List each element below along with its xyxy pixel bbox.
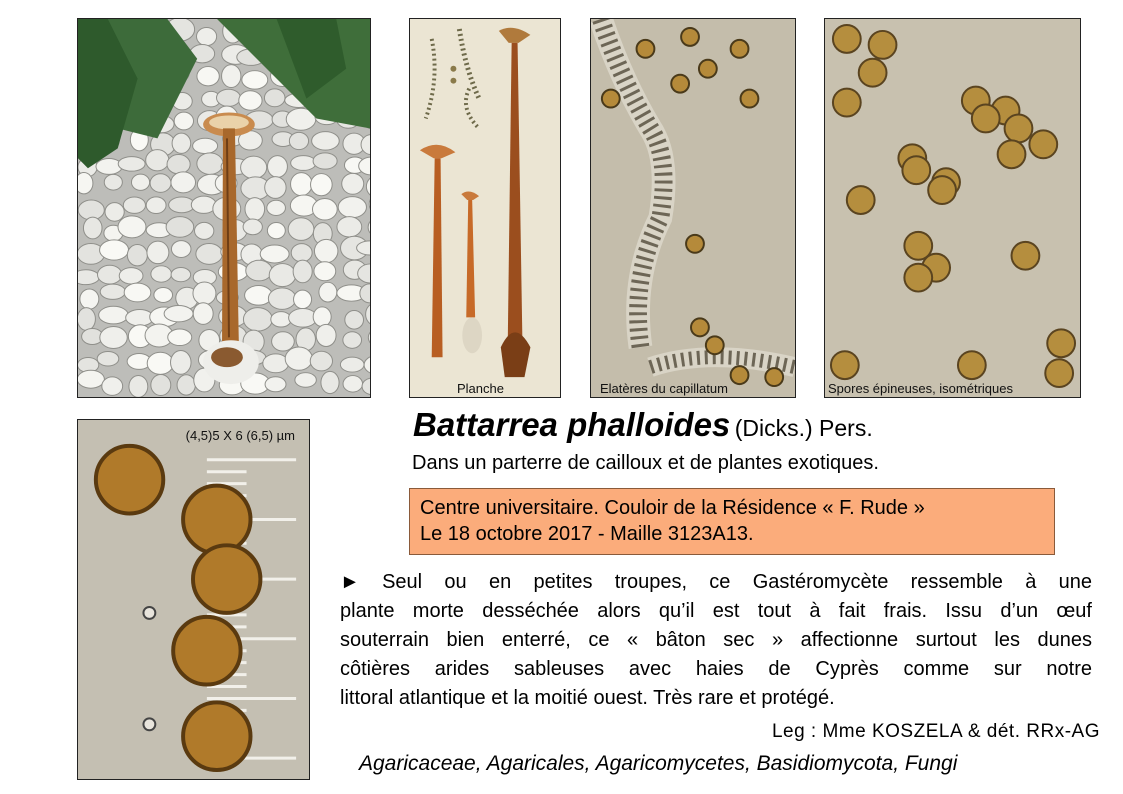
spore — [1045, 359, 1073, 387]
pebble — [154, 288, 173, 303]
pebble — [97, 265, 121, 284]
location-line-2: Le 18 octobre 2017 - Maille 3123A13. — [420, 523, 754, 545]
pebble — [263, 354, 289, 373]
taxonomy: Agaricaceae, Agaricales, Agaricomycetes, Basidiomycota, Fungi — [359, 752, 958, 775]
pebble — [288, 218, 314, 241]
pebble — [246, 260, 272, 281]
pebble — [196, 28, 216, 46]
location-line-1: Centre universitaire. Couloir de la Résidence « F. Rude » — [420, 497, 925, 519]
pebble — [167, 155, 190, 174]
spore — [847, 186, 875, 214]
pebble — [177, 375, 195, 395]
pebble — [150, 174, 171, 193]
pebble — [99, 306, 129, 324]
pebble — [123, 197, 145, 213]
spore — [833, 25, 861, 53]
pebble — [83, 217, 102, 239]
legend: Leg : Mme KOSZELA & dét. RRx-AG — [771, 721, 1100, 742]
pebble — [265, 177, 286, 199]
habitat-photo — [77, 18, 371, 398]
spore — [904, 264, 932, 292]
pebble — [291, 156, 316, 171]
pebble — [197, 153, 223, 175]
pebble — [321, 371, 339, 393]
spore — [681, 28, 699, 46]
pebble — [269, 264, 295, 287]
pebble — [313, 153, 337, 169]
pebble — [312, 132, 340, 151]
pebble — [164, 305, 193, 321]
pebble — [260, 245, 289, 263]
description-line: plante morte desséchée alors qu’il est tout à fait frais. Issu d’un œuf — [340, 600, 1092, 622]
pebble — [129, 375, 148, 397]
pebble — [293, 260, 312, 283]
pebble — [242, 71, 268, 89]
spore — [1012, 242, 1040, 270]
spore — [691, 318, 709, 336]
pebble — [146, 150, 169, 171]
elaters-photo — [590, 18, 796, 398]
description-line: souterrain bien enterré, ce « bâton sec » affectionne surtout les dunes — [340, 629, 1092, 651]
pebble — [291, 244, 312, 262]
spore — [637, 40, 655, 58]
spore — [96, 446, 163, 514]
pebble — [314, 239, 337, 262]
spore — [671, 75, 689, 93]
pebble — [268, 156, 288, 178]
pebble — [222, 65, 241, 88]
pebble — [343, 376, 362, 393]
pebble — [338, 197, 366, 218]
spore — [1005, 114, 1033, 142]
pebble — [151, 266, 172, 282]
pebble — [197, 67, 219, 86]
pebble — [100, 240, 129, 260]
pebble — [102, 377, 123, 395]
spores-caption: Spores épineuses, isométriques — [828, 381, 1013, 396]
debris — [143, 607, 155, 619]
spores-illustration — [825, 19, 1080, 397]
pebble — [343, 332, 362, 349]
pebble — [267, 223, 285, 239]
pebble — [241, 156, 267, 179]
pebble — [291, 173, 313, 196]
pebble — [119, 268, 143, 284]
pebble — [265, 377, 286, 392]
pebble — [100, 284, 125, 299]
pebble — [124, 283, 151, 302]
spore — [183, 702, 250, 770]
spore — [699, 60, 717, 78]
pebble — [191, 196, 216, 213]
description-line: ► Seul ou en petites troupes, ce Gastéromycète ressemble à une — [340, 571, 1092, 593]
pebble — [319, 282, 337, 302]
spore — [972, 105, 1000, 133]
spore — [706, 336, 724, 354]
pebble — [196, 244, 223, 265]
pebble — [342, 173, 364, 194]
description-line: côtières arides sableuses avec haies de Cyprès comme sur notre — [340, 658, 1092, 680]
pebble — [80, 289, 99, 309]
pebble — [243, 219, 262, 235]
pebble — [272, 332, 295, 351]
description — [340, 568, 1092, 713]
pebble — [245, 198, 265, 221]
pebble — [268, 288, 295, 310]
description-line: littoral atlantique et la moitié ouest. Très rare et protégé. — [340, 687, 835, 709]
pebble — [78, 308, 95, 331]
pebble — [289, 132, 308, 149]
pebble — [104, 174, 122, 190]
pebble — [118, 216, 146, 238]
plate-photo — [409, 18, 561, 398]
debris — [143, 718, 155, 730]
plate-illustration — [410, 19, 560, 397]
pebble — [127, 244, 147, 265]
pebble — [151, 374, 171, 395]
spore — [765, 368, 783, 386]
habitat-subtitle: Dans un parterre de cailloux et de plantes exotiques. — [412, 452, 879, 474]
scale-label: (4,5)5 X 6 (6,5) µm — [185, 428, 295, 443]
pebble — [172, 133, 191, 153]
pebble — [345, 311, 364, 330]
pebble — [285, 347, 312, 370]
pebble — [78, 370, 104, 388]
pebble — [131, 174, 149, 190]
pebble — [295, 373, 316, 388]
title — [413, 406, 873, 444]
spore-measure-illustration — [78, 420, 309, 779]
pebble — [193, 138, 218, 153]
pebble — [168, 329, 192, 346]
pebble — [193, 303, 213, 325]
spore — [686, 235, 704, 253]
pebble — [78, 173, 93, 194]
pebble — [171, 351, 192, 375]
spore — [902, 156, 930, 184]
pebble — [195, 222, 214, 239]
spore — [1047, 329, 1075, 357]
pebble — [311, 174, 333, 196]
pebble — [294, 290, 312, 308]
pebble — [216, 89, 240, 106]
spore — [183, 486, 250, 554]
pebble — [314, 262, 336, 281]
spore — [831, 351, 859, 379]
plate-caption: Planche — [457, 381, 504, 396]
spore — [833, 89, 861, 117]
pebble — [105, 203, 124, 222]
pebble — [166, 217, 194, 238]
pebble — [313, 307, 331, 327]
habitat-illustration — [78, 19, 370, 397]
spore — [173, 617, 240, 685]
pebble — [97, 351, 119, 366]
spore — [928, 176, 956, 204]
spore — [731, 40, 749, 58]
species-author: (Dicks.) Pers. — [734, 415, 873, 441]
pebble — [316, 324, 336, 346]
pebble — [96, 158, 122, 174]
pebble — [267, 200, 286, 215]
pebble — [239, 91, 262, 110]
pebble — [337, 217, 362, 237]
pebble — [312, 199, 337, 220]
pebble — [171, 241, 191, 258]
pebble — [340, 357, 364, 372]
spore — [869, 31, 897, 59]
pebble — [245, 286, 273, 306]
pebble — [310, 351, 332, 371]
spore — [1029, 130, 1057, 158]
spores-photo — [824, 18, 1081, 398]
pebble — [243, 308, 272, 331]
spore — [958, 351, 986, 379]
pebble — [171, 268, 191, 282]
pebble — [100, 327, 127, 349]
elaters-caption: Elatères du capillatum — [600, 381, 728, 396]
spore — [741, 90, 759, 108]
spore — [859, 59, 887, 87]
pebble — [78, 270, 99, 285]
pebble — [147, 241, 169, 264]
pebble — [171, 172, 196, 193]
pebble — [118, 157, 145, 172]
spore — [731, 366, 749, 384]
spore-measure-photo — [77, 419, 310, 780]
pebble — [147, 352, 173, 374]
pebble — [193, 282, 216, 305]
spore — [602, 90, 620, 108]
spore — [998, 140, 1026, 168]
pebble — [264, 89, 285, 107]
pebble — [174, 112, 193, 130]
location-box — [409, 488, 1055, 555]
species-name: Battarrea phalloides — [413, 406, 731, 443]
pebble — [271, 312, 291, 327]
elaters-illustration — [591, 19, 795, 397]
spore — [193, 545, 260, 613]
pebble — [146, 197, 166, 214]
